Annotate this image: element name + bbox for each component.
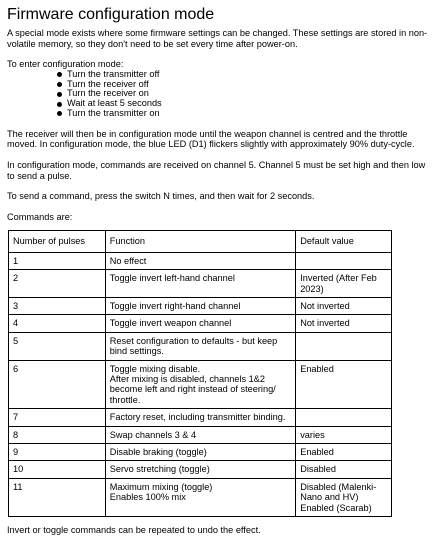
list-item: Turn the transmitter off [57,70,433,80]
page-title: Firmware configuration mode [7,6,215,23]
table-row [9,297,392,314]
cell-default: Not inverted [296,297,392,314]
cell-function: Maximum mixing (toggle) Enables 100% mix [105,478,295,516]
cell-pulses: 3 [9,297,106,314]
steps-list [7,70,433,119]
cell-pulses: 5 [9,332,106,360]
cell-default: Disabled (Malenki-Nano and HV) Enabled (Scarab) [296,478,392,516]
cell-function: Servo stretching (toggle) [105,461,295,478]
table-row [9,252,392,269]
intro-paragraph: A special mode exists where some firmware settings can be changed. These settings are stored in non-volatile memory, so they don't need to be set every time after power-on. [7,28,428,49]
cell-default: Enabled [296,360,392,409]
table-row [9,426,392,443]
table-row [9,461,392,478]
cell-pulses: 2 [9,270,106,298]
cell-pulses: 7 [9,409,106,426]
table-header-row [9,231,392,252]
list-item: Turn the receiver on [57,89,433,99]
cell-pulses: 4 [9,315,106,332]
cell-default: Enabled [296,444,392,461]
cell-function: Swap channels 3 & 4 [105,426,295,443]
cell-default: Inverted (After Feb 2023) [296,270,392,298]
cell-function: Reset configuration to defaults - but keep bind settings. [105,332,295,360]
table-row [9,360,392,409]
cell-pulses: 1 [9,252,106,269]
table-row [9,478,392,516]
cell-pulses: 6 [9,360,106,409]
cell-default: varies [296,426,392,443]
list-item: Turn the transmitter on [57,109,433,119]
table-row [9,315,392,332]
cell-default [296,409,392,426]
header-function: Function [105,231,295,252]
cell-default [296,332,392,360]
table-row [9,409,392,426]
commands-label: Commands are: [7,211,73,222]
cell-function: Toggle invert weapon channel [105,315,295,332]
cell-default [296,252,392,269]
cell-pulses: 8 [9,426,106,443]
list-item: Wait at least 5 seconds [57,99,433,109]
cell-function: Toggle invert right-hand channel [105,297,295,314]
commands-table [8,230,392,517]
cell-function: Toggle mixing disable. After mixing is disabled, channels 1&2 become left and right instead of steering/ throttle. [105,360,295,409]
cell-default: Disabled [296,461,392,478]
cell-function: Factory reset, including transmitter binding. [105,409,295,426]
enter-heading: To enter configuration mode: [7,59,124,70]
receiver-paragraph: The receiver will then be in configuration mode until the weapon channel is centred and the throttle moved. In configuration mode, the blue LED (D1) flickers slightly with approximately 90% duty-cycle. [7,128,415,150]
cell-default: Not inverted [296,315,392,332]
table-row [9,444,392,461]
cell-pulses: 10 [9,461,106,478]
header-default: Default value [296,231,392,252]
cell-function: No effect [105,252,295,269]
channel-paragraph: In configuration mode, commands are received on channel 5. Channel 5 must be set high and then low to send a pulse. [7,159,426,181]
cell-function: Toggle invert left-hand channel [105,270,295,298]
cell-pulses: 9 [9,444,106,461]
cell-function: Disable braking (toggle) [105,444,295,461]
list-item: Turn the receiver off [57,80,433,90]
footer-note: Invert or toggle commands can be repeated to undo the effect. [7,525,261,536]
table-row [9,270,392,298]
send-paragraph: To send a command, press the switch N times, and then wait for 2 seconds. [7,191,315,202]
cell-pulses: 11 [9,478,106,516]
table-row [9,332,392,360]
header-pulses: Number of pulses [9,231,106,252]
